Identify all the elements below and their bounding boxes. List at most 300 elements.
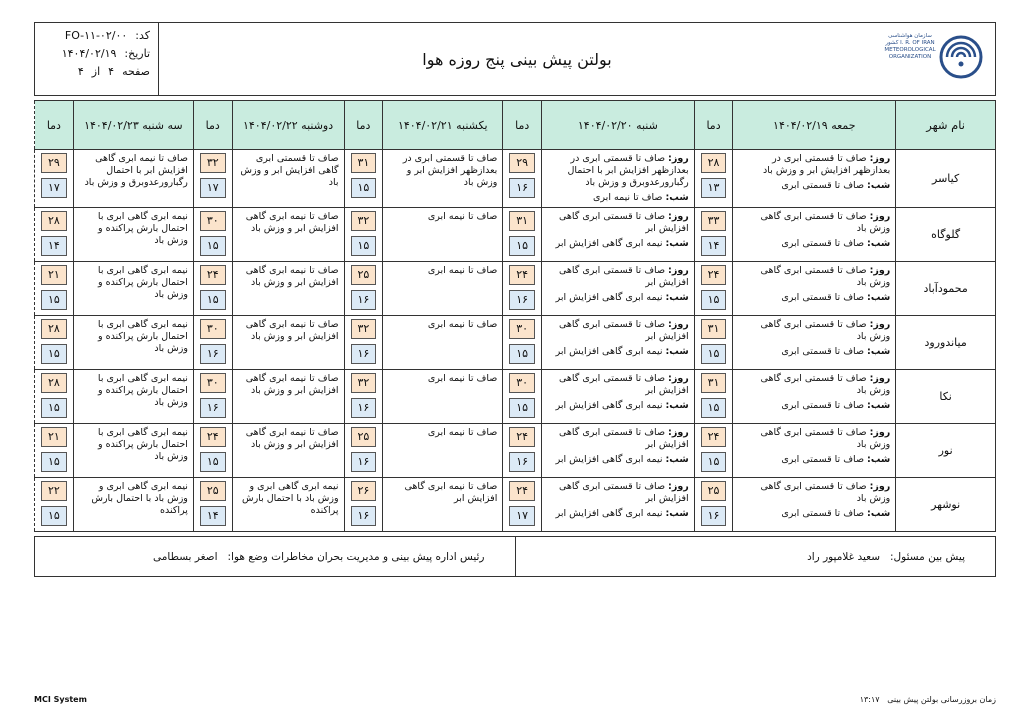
day-forecast: [738, 319, 890, 343]
forecast-description: [383, 208, 503, 262]
day-forecast: [738, 481, 890, 505]
forecast-description: [383, 478, 503, 532]
forecast-description: [383, 262, 503, 316]
print-info: [860, 695, 996, 704]
description-text: [542, 150, 694, 207]
city-name: محمودآباد: [896, 262, 996, 316]
max-temp: ۳۱: [509, 211, 535, 231]
temperature-cell: [503, 316, 542, 370]
city-name: کیاسر: [896, 150, 996, 208]
night-label: شب:: [665, 238, 689, 249]
max-temp: ۲۲: [41, 481, 67, 501]
max-temp: ۲۹: [41, 153, 67, 173]
day-forecast: [547, 265, 689, 289]
column-header-day: جمعه ۱۴۰۴/۰۲/۱۹: [733, 101, 896, 150]
forecast-description: [542, 478, 695, 532]
day-text: صاف تا قسمتی ابری گاهی افزایش ابر: [558, 427, 689, 450]
min-temp: ۱۶: [200, 344, 226, 364]
night-label: شب:: [665, 508, 689, 519]
night-label: شب:: [867, 454, 891, 465]
max-temp: ۲۱: [41, 265, 67, 285]
day-text: صاف تا قسمتی ابری گاهی افزایش ابر: [558, 481, 689, 504]
column-header-day: یکشنبه ۱۴۰۴/۰۲/۲۱: [383, 101, 503, 150]
night-text: نیمه ابری گاهی افزایش ابر: [555, 346, 663, 357]
temperature-cell: [35, 478, 74, 532]
logo-text: سازمان هواشناسی کشور I. R. OF IRAN METEOROLOGICAL ORGANIZATION: [884, 33, 936, 60]
night-text: صاف تا قسمتی ابری: [781, 508, 865, 519]
description-text: [74, 478, 193, 520]
temperature-cell: [503, 262, 542, 316]
day-label: روز:: [869, 211, 891, 222]
description-text: [733, 424, 895, 469]
night-forecast: [738, 346, 890, 358]
day-forecast: [547, 211, 689, 235]
temperature-cell: [193, 478, 232, 532]
logo-icon: [939, 35, 983, 79]
description-body: صاف تا نیمه ابری: [427, 319, 498, 330]
max-temp: ۲۵: [351, 265, 377, 285]
description-text: [74, 424, 193, 466]
description-text: [74, 370, 193, 412]
page-title: بولتن پیش بینی پنج روزه هوا: [422, 49, 612, 69]
night-label: شب:: [665, 192, 689, 203]
description-text: [233, 150, 344, 192]
night-label: شب:: [867, 180, 891, 191]
system-label: MCI System: [34, 695, 87, 704]
description-text: [542, 478, 694, 523]
description-text: [233, 208, 344, 238]
temperature-cell: [503, 150, 542, 208]
night-text: صاف تا نیمه ابری: [593, 192, 663, 203]
description-text: [233, 370, 344, 400]
min-temp: ۱۵: [701, 344, 727, 364]
head-cell: [35, 537, 516, 576]
min-temp: ۱۷: [41, 178, 67, 198]
column-header-temp: دما: [35, 101, 74, 150]
night-label: شب:: [867, 292, 891, 303]
night-forecast: [738, 400, 890, 412]
forecast-description: [383, 150, 503, 208]
night-text: صاف تا قسمتی ابری: [781, 292, 865, 303]
forecast-description: [73, 316, 193, 370]
table-row: [35, 478, 996, 532]
description-text: [383, 424, 502, 442]
description-body: صاف تا نیمه ابری گاهی افزایش ابر و وزش باد: [245, 427, 339, 450]
day-forecast: [547, 373, 689, 397]
min-temp: ۱۵: [701, 452, 727, 472]
forecast-description: [542, 424, 695, 478]
min-temp: ۱۵: [509, 398, 535, 418]
night-text: نیمه ابری گاهی افزایش ابر: [555, 238, 663, 249]
page-label: صفحه: [122, 65, 150, 78]
column-header-day: سه شنبه ۱۴۰۴/۰۲/۲۳: [73, 101, 193, 150]
day-label: روز:: [668, 265, 689, 276]
max-temp: ۳۳: [701, 211, 727, 231]
forecast-description: [542, 150, 695, 208]
temperature-cell: [193, 208, 232, 262]
temperature-cell: [694, 424, 733, 478]
forecast-description: [733, 424, 896, 478]
forecaster-cell: [516, 537, 996, 576]
description-body: صاف تا قسمتی ابری در بعدازظهر افزایش ابر و وزش باد: [402, 153, 498, 188]
min-temp: ۱۶: [509, 178, 535, 198]
max-temp: ۲۴: [701, 427, 727, 447]
forecaster-label: پیش بین مسئول:: [890, 550, 965, 563]
night-text: صاف تا قسمتی ابری: [781, 454, 865, 465]
day-forecast: [547, 153, 689, 189]
description-text: [74, 208, 193, 250]
forecast-description: [73, 150, 193, 208]
min-temp: ۱۶: [200, 398, 226, 418]
description-body: نیمه ابری گاهی ابری و وزش باد با احتمال بارش پراکنده: [91, 481, 188, 516]
temperature-cell: [193, 316, 232, 370]
max-temp: ۲۱: [41, 427, 67, 447]
table-row: [35, 370, 996, 424]
temperature-cell: [694, 370, 733, 424]
column-header-day: شنبه ۱۴۰۴/۰۲/۲۰: [542, 101, 695, 150]
max-temp: ۳۲: [200, 153, 226, 173]
day-text: صاف تا قسمتی ابری گاهی افزایش ابر: [558, 373, 689, 396]
night-forecast: [547, 454, 689, 466]
description-text: [233, 478, 344, 520]
temperature-cell: [344, 208, 383, 262]
description-text: [542, 370, 694, 415]
description-body: صاف تا نیمه ابری: [427, 265, 498, 276]
temperature-cell: [503, 208, 542, 262]
temperature-cell: [35, 262, 74, 316]
description-text: [233, 316, 344, 346]
description-body: صاف تا نیمه ابری: [427, 211, 498, 222]
forecast-description: [542, 370, 695, 424]
code-label: کد:: [135, 29, 150, 42]
max-temp: ۲۴: [701, 265, 727, 285]
temperature-cell: [344, 262, 383, 316]
max-temp: ۳۰: [200, 211, 226, 231]
temperature-cell: [344, 424, 383, 478]
description-text: [542, 316, 694, 361]
forecaster-name: سعید غلامپور راد: [807, 550, 880, 563]
max-temp: ۳۱: [701, 319, 727, 339]
description-text: [74, 262, 193, 304]
min-temp: ۱۶: [509, 290, 535, 310]
max-temp: ۳۲: [351, 373, 377, 393]
night-forecast: [738, 180, 890, 192]
night-forecast: [547, 508, 689, 520]
max-temp: ۲۵: [351, 427, 377, 447]
forecast-description: [232, 150, 344, 208]
day-text: صاف تا قسمتی ابری در بعدازظهر افزایش ابر و وزش باد: [763, 153, 891, 176]
code-value: FO-۱۱-۰۲/۰۰: [64, 29, 128, 42]
min-temp: ۱۵: [200, 236, 226, 256]
min-temp: ۱۴: [200, 506, 226, 526]
city-name: نور: [896, 424, 996, 478]
description-body: صاف تا نیمه ابری گاهی افزایش ابر: [404, 481, 498, 504]
description-text: [74, 150, 193, 192]
min-temp: ۱۷: [509, 506, 535, 526]
min-temp: ۱۷: [200, 178, 226, 198]
day-text: صاف تا قسمتی ابری گاهی افزایش ابر: [558, 319, 689, 342]
temperature-cell: [344, 150, 383, 208]
night-label: شب:: [665, 346, 689, 357]
description-body: صاف تا نیمه ابری گاهی افزایش ابر و وزش باد: [245, 373, 339, 396]
night-forecast: [547, 346, 689, 358]
city-name: میاندورود: [896, 316, 996, 370]
temperature-cell: [694, 478, 733, 532]
document-meta: [35, 23, 159, 95]
day-forecast: [547, 427, 689, 451]
temperature-cell: [35, 424, 74, 478]
forecast-description: [383, 316, 503, 370]
night-label: شب:: [665, 400, 689, 411]
max-temp: ۲۸: [41, 211, 67, 231]
temperature-cell: [694, 208, 733, 262]
min-temp: ۱۶: [351, 290, 377, 310]
night-forecast: [738, 454, 890, 466]
description-text: [383, 208, 502, 226]
day-text: صاف تا قسمتی ابری در بعدازظهر افزایش ابر با احتمال رگبارورعدوبرق و وزش باد: [567, 153, 689, 188]
forecast-description: [733, 150, 896, 208]
description-text: [383, 478, 502, 508]
temperature-cell: [344, 316, 383, 370]
forecast-description: [542, 262, 695, 316]
day-forecast: [547, 319, 689, 343]
temperature-cell: [694, 262, 733, 316]
max-temp: ۲۸: [41, 319, 67, 339]
max-temp: ۳۰: [509, 319, 535, 339]
min-temp: ۱۵: [41, 398, 67, 418]
page-of: از: [91, 65, 101, 78]
description-text: [733, 316, 895, 361]
description-text: [733, 150, 895, 195]
night-text: صاف تا قسمتی ابری: [781, 180, 865, 191]
day-text: صاف تا قسمتی ابری گاهی وزش باد: [760, 427, 891, 450]
night-text: نیمه ابری گاهی افزایش ابر: [555, 292, 663, 303]
temperature-cell: [35, 208, 74, 262]
temperature-cell: [193, 370, 232, 424]
min-temp: ۱۶: [509, 452, 535, 472]
night-label: شب:: [665, 454, 689, 465]
description-body: صاف تا قسمتی ابری گاهی افزایش ابر و وزش باد: [240, 153, 339, 188]
night-label: شب:: [867, 508, 891, 519]
temperature-cell: [35, 316, 74, 370]
temperature-cell: [193, 150, 232, 208]
description-text: [733, 208, 895, 253]
forecast-description: [733, 208, 896, 262]
max-temp: ۲۸: [701, 153, 727, 173]
column-header-temp: دما: [694, 101, 733, 150]
forecast-description: [733, 478, 896, 532]
forecast-description: [733, 316, 896, 370]
table-row: [35, 316, 996, 370]
night-forecast: [738, 508, 890, 520]
temperature-cell: [694, 150, 733, 208]
min-temp: ۱۵: [351, 178, 377, 198]
forecast-description: [232, 316, 344, 370]
description-body: صاف تا نیمه ابری: [427, 373, 498, 384]
night-label: شب:: [665, 292, 689, 303]
city-name: گلوگاه: [896, 208, 996, 262]
description-body: صاف تا نیمه ابری: [427, 427, 498, 438]
temperature-cell: [35, 370, 74, 424]
min-temp: ۱۵: [509, 236, 535, 256]
head-label: رئیس اداره پیش بینی و مدیریت بحران مخاطرات وضع هوا:: [227, 550, 485, 563]
description-text: [383, 316, 502, 334]
day-forecast: [738, 211, 890, 235]
column-header-temp: دما: [193, 101, 232, 150]
min-temp: ۱۶: [351, 506, 377, 526]
city-name: نوشهر: [896, 478, 996, 532]
max-temp: ۲۶: [351, 481, 377, 501]
day-label: روز:: [869, 319, 891, 330]
night-forecast: [547, 400, 689, 412]
column-header-temp: دما: [344, 101, 383, 150]
min-temp: ۱۵: [200, 452, 226, 472]
description-body: نیمه ابری گاهی ابری با احتمال بارش پراکنده و وزش باد: [97, 211, 188, 246]
day-text: صاف تا قسمتی ابری گاهی وزش باد: [760, 319, 891, 342]
night-forecast: [738, 238, 890, 250]
max-temp: ۳۰: [509, 373, 535, 393]
table-row: [35, 424, 996, 478]
min-temp: ۱۵: [41, 290, 67, 310]
max-temp: ۲۹: [509, 153, 535, 173]
day-label: روز:: [668, 211, 689, 222]
day-label: روز:: [869, 265, 891, 276]
print-label: زمان بروزرسانی بولتن پیش بینی: [887, 695, 996, 704]
head-name: اصغر بسطامی: [153, 550, 218, 563]
forecast-description: [232, 424, 344, 478]
min-temp: ۱۵: [701, 290, 727, 310]
bulletin-header: [34, 22, 996, 96]
day-text: صاف تا قسمتی ابری گاهی وزش باد: [760, 265, 891, 288]
min-temp: ۱۵: [351, 236, 377, 256]
city-name: نکا: [896, 370, 996, 424]
day-forecast: [738, 153, 890, 177]
description-text: [233, 424, 344, 454]
night-forecast: [547, 192, 689, 204]
date-label: تاریخ:: [124, 47, 150, 60]
description-text: [733, 262, 895, 307]
description-text: [733, 478, 895, 523]
description-text: [542, 262, 694, 307]
night-label: شب:: [867, 400, 891, 411]
day-forecast: [738, 427, 890, 451]
night-text: صاف تا قسمتی ابری: [781, 400, 865, 411]
night-text: نیمه ابری گاهی افزایش ابر: [555, 454, 663, 465]
day-label: روز:: [869, 373, 891, 384]
page-total: ۴: [77, 65, 84, 78]
temperature-cell: [503, 478, 542, 532]
description-body: صاف تا نیمه ابری گاهی افزایش ابر با احتمال رگبارورعدوبرق و وزش باد: [84, 153, 188, 188]
day-label: روز:: [668, 153, 689, 164]
day-forecast: [547, 481, 689, 505]
description-text: [542, 208, 694, 253]
forecast-description: [232, 478, 344, 532]
description-text: [383, 370, 502, 388]
description-body: نیمه ابری گاهی ابری با احتمال بارش پراکنده و وزش باد: [97, 373, 188, 408]
max-temp: ۲۵: [701, 481, 727, 501]
min-temp: ۱۵: [701, 398, 727, 418]
day-text: صاف تا قسمتی ابری گاهی وزش باد: [760, 211, 891, 234]
night-forecast: [547, 238, 689, 250]
description-text: [542, 424, 694, 469]
day-label: روز:: [668, 427, 689, 438]
day-label: روز:: [668, 319, 689, 330]
page-value: ۴: [108, 65, 115, 78]
forecast-description: [232, 370, 344, 424]
min-temp: ۱۶: [701, 506, 727, 526]
table-row: [35, 208, 996, 262]
max-temp: ۲۴: [200, 265, 226, 285]
description-body: نیمه ابری گاهی ابری با احتمال بارش پراکنده و وزش باد: [97, 319, 188, 354]
description-body: نیمه ابری گاهی ابری با احتمال بارش پراکنده و وزش باد: [97, 265, 188, 300]
min-temp: ۱۴: [701, 236, 727, 256]
table-row: [35, 262, 996, 316]
day-forecast: [738, 265, 890, 289]
night-text: صاف تا قسمتی ابری: [781, 346, 865, 357]
description-body: صاف تا نیمه ابری گاهی افزایش ابر و وزش باد: [245, 211, 339, 234]
night-label: شب:: [867, 346, 891, 357]
min-temp: ۱۵: [200, 290, 226, 310]
night-label: شب:: [867, 238, 891, 249]
max-temp: ۳۲: [351, 211, 377, 231]
description-text: [74, 316, 193, 358]
night-forecast: [738, 292, 890, 304]
day-text: صاف تا قسمتی ابری گاهی وزش باد: [760, 481, 891, 504]
night-text: نیمه ابری گاهی افزایش ابر: [555, 400, 663, 411]
temperature-cell: [503, 370, 542, 424]
max-temp: ۳۰: [200, 319, 226, 339]
forecast-description: [232, 208, 344, 262]
forecast-table: [34, 100, 996, 532]
max-temp: ۲۴: [200, 427, 226, 447]
description-text: [733, 370, 895, 415]
day-label: روز:: [869, 153, 891, 164]
forecast-description: [733, 370, 896, 424]
forecast-description: [232, 262, 344, 316]
min-temp: ۱۴: [41, 236, 67, 256]
forecast-description: [73, 262, 193, 316]
temperature-cell: [344, 478, 383, 532]
day-label: روز:: [869, 481, 891, 492]
signatures-footer: [34, 536, 996, 577]
night-forecast: [547, 292, 689, 304]
max-temp: ۲۵: [200, 481, 226, 501]
forecast-description: [73, 424, 193, 478]
max-temp: ۲۸: [41, 373, 67, 393]
forecast-description: [542, 208, 695, 262]
day-label: روز:: [869, 427, 891, 438]
min-temp: ۱۶: [351, 398, 377, 418]
day-label: روز:: [668, 481, 689, 492]
table-row: [35, 150, 996, 208]
day-label: روز:: [668, 373, 689, 384]
day-text: صاف تا قسمتی ابری گاهی وزش باد: [760, 373, 891, 396]
min-temp: ۱۳: [701, 178, 727, 198]
min-temp: ۱۵: [41, 452, 67, 472]
min-temp: ۱۵: [509, 344, 535, 364]
max-temp: ۲۴: [509, 265, 535, 285]
forecast-description: [383, 370, 503, 424]
column-header-day: دوشنبه ۱۴۰۴/۰۲/۲۲: [232, 101, 344, 150]
min-temp: ۱۵: [41, 506, 67, 526]
temperature-cell: [35, 150, 74, 208]
column-header-temp: دما: [503, 101, 542, 150]
description-body: نیمه ابری گاهی ابری با احتمال بارش پراکنده و وزش باد: [97, 427, 188, 462]
description-body: صاف تا نیمه ابری گاهی افزایش ابر و وزش باد: [245, 319, 339, 342]
max-temp: ۳۱: [351, 153, 377, 173]
temperature-cell: [694, 316, 733, 370]
max-temp: ۳۰: [200, 373, 226, 393]
